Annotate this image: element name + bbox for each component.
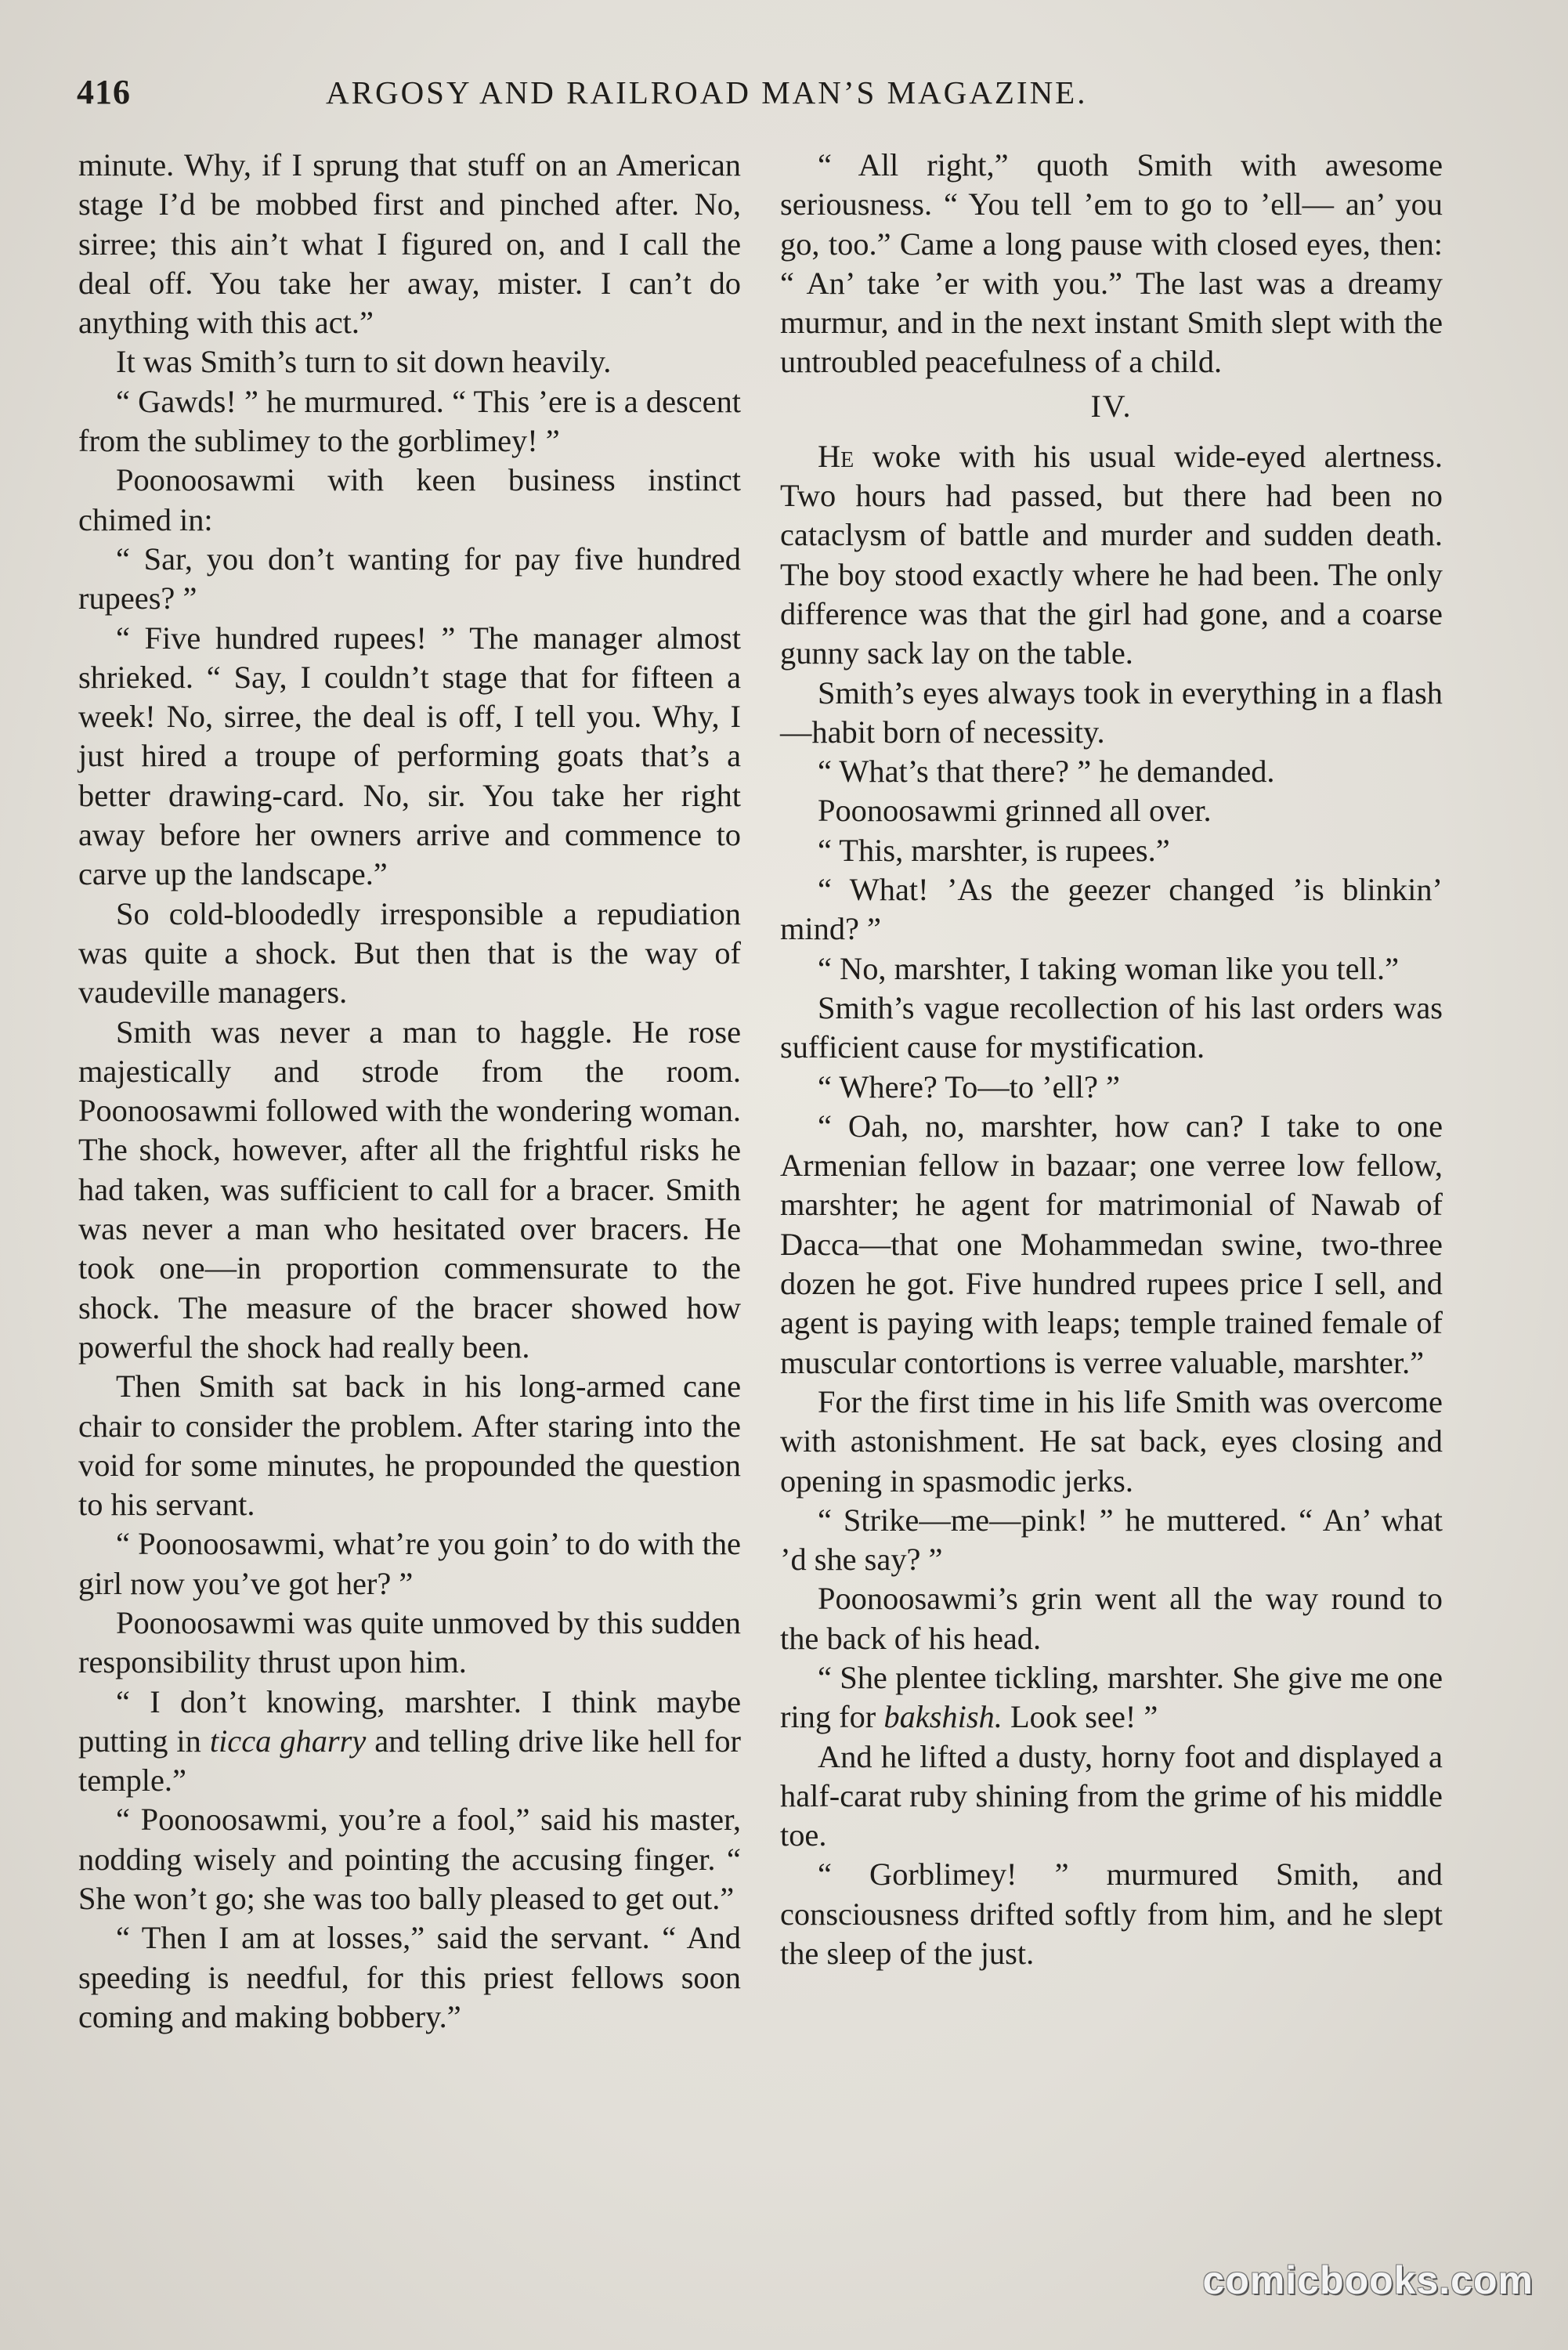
paragraph: minute. Why, if I sprung that stuff on an American stage I’d be mobbed first and pinched after. No, sirree; this ain’t what I figured on, and I call the deal off. You take her away, mister. I can’t do anything with this act.” <box>78 147 741 341</box>
paragraph: For the first time in his life Smith was overcome with astonishment. He sat back, eyes closing and opening in spasmodic jerks. <box>780 1383 1443 1499</box>
text-run: “ She plentee tickling, marshter. She give me one ring for <box>780 1659 1443 1735</box>
paragraph: “ All right,” quoth Smith with awesome seriousness. “ You tell ’em to go to ’ell— an’ you go, too.” Came a long pause with closed eyes, then: “ An’ take ’er with you.” The last was a dreamy murmur, and in the next instant Smith slept with the untroubled peacefulness of a child. <box>780 147 1443 380</box>
paragraph <box>78 1683 741 1801</box>
section-heading: IV. <box>1090 388 1133 424</box>
paragraph: Poonoosawmi’s grin went all the way round to the back of his head. <box>780 1581 1443 1656</box>
paragraph: “ No, marshter, I taking woman like you tell.” <box>818 950 1400 986</box>
paragraph: “ Gawds! ” he murmured. “ This ’ere is a descent from the sublimey to the gorblimey! ” <box>78 383 741 459</box>
watermark-logo: comicbooks.com <box>1202 2258 1534 2302</box>
left-column <box>78 146 741 2037</box>
text-run: woke with his usual wide-eyed alertness. Two hours had passed, but there had been no cataclysm of battle and murder and sudden death. The boy stood exactly where he had been. The only difference was that the girl had gone, and a coarse gunny sack lay on the table. <box>780 438 1443 671</box>
paragraph: “ Strike—me—pink! ” he muttered. “ An’ what ’d she say? ” <box>780 1502 1443 1578</box>
paragraph: So cold-bloodedly irresponsible a repudiation was quite a shock. But then that is the way of vaudeville managers. <box>78 895 741 1010</box>
paragraph: “ Poonoosawmi, you’re a fool,” said his master, nodding wisely and pointing the accusing finger. “ She won’t go; she was too bally pleased to get out.” <box>78 1802 741 1917</box>
paragraph: Smith’s eyes always took in everything in a flash—habit born of necessity. <box>780 674 1443 750</box>
page-number: 416 <box>77 73 131 111</box>
text-run: Look see! ” <box>1010 1699 1158 1735</box>
paragraph: Smith was never a man to haggle. He rose majestically and strode from the room. Poonoosawmi followed with the wondering woman. The shock, however, after all the frightful risks he had taken, was sufficient to call for a bracer. Smith was never a man who hesitated over bracers. He took one—in proportion commensurate to the shock. The measure of the bracer showed how powerful the shock had really been. <box>78 1014 741 1365</box>
drop-word: He <box>818 438 854 474</box>
paragraph: “ What’s that there? ” he demanded. <box>818 754 1275 790</box>
paragraph: “ This, marshter, is rupees.” <box>818 832 1170 868</box>
paragraph: “ Poonoosawmi, what’re you goin’ to do with the girl now you’ve got her? ” <box>78 1526 741 1601</box>
italic-phrase: ticca gharry <box>209 1723 367 1759</box>
paragraph: “ What! ’As the geezer changed ’is blinkin’ mind? ” <box>780 872 1443 947</box>
paragraph: “ Oah, no, marshter, how can? I take to one Armenian fellow in bazaar; one verree low fellow, marshter; he agent for matrimonial of Nawab of Dacca—that one Mohammedan swine, two-three dozen he got. Five hundred rupees price I sell, and agent is paying with leaps; temple trained female of muscular contortions is verree valuable, marshter.” <box>780 1108 1443 1380</box>
paragraph: Then Smith sat back in his long-armed cane chair to consider the problem. After staring into the void for some minutes, he propounded the question to his servant. <box>78 1368 741 1523</box>
paragraph: Poonoosawmi with keen business instinct chimed in: <box>78 462 741 537</box>
paragraph <box>780 437 1443 674</box>
running-title: ARGOSY AND RAILROAD MAN’S MAGAZINE. <box>326 74 1088 110</box>
paragraph: And he lifted a dusty, horny foot and displayed a half-carat ruby shining from the grime of his middle toe. <box>780 1738 1443 1853</box>
paragraph: Smith’s vague recollection of his last orders was sufficient cause for mystification. <box>780 989 1443 1065</box>
paragraph <box>780 1658 1443 1737</box>
paragraph: It was Smith’s turn to sit down heavily. <box>116 344 612 380</box>
paragraph: “ Then I am at losses,” said the servant. “ And speeding is needful, for this priest fellows soon coming and making bobbery.” <box>78 1920 741 2034</box>
page-header <box>77 72 1440 119</box>
paragraph: “ Five hundred rupees! ” The manager almost shrieked. “ Say, I couldn’t stage that for fifteen a week! No, sirree, the deal is off, I tell you. Why, I just hired a troupe of performing goats that’s a better drawing-card. No, sir. You take her right away before her owners arrive and commence to carve up the landscape.” <box>78 620 741 892</box>
text-run: and telling drive like hell for temple.” <box>78 1723 741 1799</box>
paragraph: “ Sar, you don’t wanting for pay five hundred rupees? ” <box>78 540 741 616</box>
paragraph: Poonoosawmi was quite unmoved by this sudden responsibility thrust upon him. <box>78 1604 741 1680</box>
right-column <box>780 146 1443 1973</box>
paragraph: “ Gorblimey! ” murmured Smith, and consciousness drifted softly from him, and he slept the sleep of the just. <box>780 1856 1443 1972</box>
paragraph: “ Where? To—to ’ell? ” <box>818 1068 1120 1104</box>
italic-phrase: bakshish. <box>883 1699 1003 1735</box>
paragraph: Poonoosawmi grinned all over. <box>818 793 1212 829</box>
text-run: “ I don’t knowing, marshter. I think maybe putting in <box>78 1683 741 1759</box>
